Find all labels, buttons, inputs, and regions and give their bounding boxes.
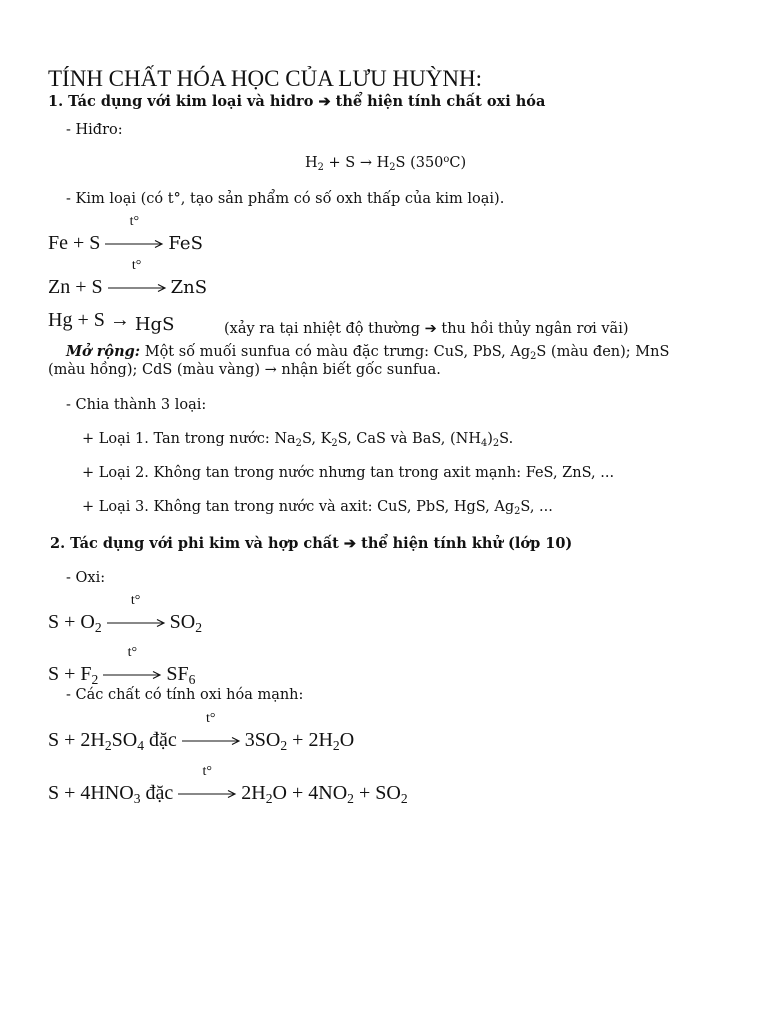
eq-sub: 2	[331, 437, 338, 449]
eq-text: 3SO	[244, 729, 281, 751]
right-arrow-icon: ➔	[318, 93, 331, 110]
long-right-arrow-icon	[108, 283, 166, 293]
reaction-arrow-icon: →	[359, 155, 372, 171]
right-arrow-icon: ➔	[424, 321, 437, 337]
loai-text: S, CaS và BaS, (NH	[337, 431, 481, 447]
equation-s-f2	[48, 645, 196, 687]
temperature-condition: t°	[127, 645, 138, 660]
eq-text: O + 4NO	[272, 782, 348, 804]
loai-text: S.	[499, 431, 514, 447]
reaction-arrow	[182, 711, 240, 752]
mo-rong-text: Một số muối sunfua có màu đặc trưng: CuS, PbS, Ag	[144, 344, 531, 360]
reaction-arrow	[105, 214, 163, 255]
section-2-heading-text: 2. Tác dụng với phi kim và hợp chất	[50, 535, 339, 552]
section-1-heading-tail: thể hiện tính chất oxi hóa	[335, 93, 546, 110]
temperature-condition: t°	[131, 258, 142, 273]
eq-sub: 2	[514, 505, 521, 517]
reaction-arrow	[108, 258, 166, 299]
page-title: TÍNH CHẤT HÓA HỌC CỦA LƯU HUỲNH:	[48, 66, 482, 91]
eq-sub: 2	[347, 790, 354, 806]
hidro-equation	[305, 155, 466, 171]
loai-text: S, K	[301, 431, 332, 447]
eq-sub: 2	[104, 737, 112, 753]
eq-sup: o	[443, 154, 450, 166]
eq-text: SO	[169, 611, 196, 633]
reaction-arrow	[107, 593, 165, 634]
eq-products: ZnS	[170, 277, 208, 298]
eq-sub: 2	[265, 790, 273, 806]
kim-loai-label: - Kim loại (có t°, tạo sản phẩm có số oxh thấp của kim loại).	[66, 191, 505, 207]
eq-text: SF	[166, 663, 189, 685]
note-text: thu hồi thủy ngân rơi vãi)	[441, 321, 629, 337]
eq-text: H	[372, 155, 390, 171]
loai-text: )	[487, 431, 493, 447]
eq-reactants: Hg + S	[48, 309, 105, 331]
equation-fe-s	[48, 214, 203, 255]
equation-s-hno3	[48, 764, 408, 806]
eq-text: S + 2H	[48, 729, 105, 751]
eq-sub: 2	[530, 350, 537, 362]
mo-rong-label: Mở rộng:	[66, 343, 141, 360]
eq-text: đặc	[140, 782, 174, 804]
eq-sub: 2	[94, 619, 102, 635]
hg-note	[224, 321, 629, 337]
eq-sub: 2	[295, 437, 302, 449]
long-right-arrow-icon	[182, 736, 240, 746]
eq-text: + 2H	[287, 729, 333, 751]
eq-text: + S	[323, 155, 360, 171]
eq-sub: 2	[91, 671, 99, 687]
loai-text: + Loại 3. Không tan trong nước và axit: CuS, PbS, HgS, Ag	[82, 499, 515, 515]
temperature-condition: t°	[202, 764, 213, 779]
equation-s-h2so4	[48, 711, 355, 753]
eq-reactants: Fe + S	[48, 232, 101, 254]
temperature-condition: t°	[129, 214, 140, 229]
equation-zn-s	[48, 258, 208, 299]
eq-sub: 6	[188, 671, 196, 687]
loai-1	[82, 431, 513, 447]
eq-text: 2H	[241, 782, 266, 804]
long-right-arrow-icon	[178, 789, 236, 799]
eq-sub: 4	[137, 737, 145, 753]
eq-text: C)	[449, 155, 467, 171]
eq-text: + SO	[353, 782, 401, 804]
reaction-arrow	[178, 764, 236, 805]
section-1-heading	[48, 93, 545, 110]
eq-sub: 3	[133, 790, 141, 806]
section-1-heading-text: 1. Tác dụng với kim loại và hidro	[48, 93, 314, 110]
right-arrow-icon: ➔	[343, 535, 357, 552]
eq-products: HgS	[134, 314, 175, 335]
reaction-arrow-icon: →	[109, 309, 130, 331]
eq-sub: 2	[400, 790, 408, 806]
mo-rong-text: S (màu đen); MnS	[536, 344, 670, 360]
eq-text: H	[305, 155, 318, 171]
oxi-hoa-label: - Các chất có tính oxi hóa mạnh:	[66, 687, 304, 703]
long-right-arrow-icon	[105, 239, 163, 249]
mo-rong-line-2: (màu hồng); CdS (màu vàng) → nhận biết gốc sunfua.	[48, 362, 441, 378]
temperature-condition: t°	[206, 711, 216, 726]
eq-sub: 2	[492, 437, 500, 449]
eq-reactants: Zn + S	[48, 276, 103, 298]
reaction-arrow	[103, 645, 161, 686]
eq-text: S + 4HNO	[48, 782, 134, 804]
eq-sub: 2	[317, 161, 324, 173]
eq-text: SO	[111, 729, 138, 751]
chia-label: - Chia thành 3 loại:	[66, 397, 207, 413]
hidro-label: - Hiđro:	[66, 122, 123, 138]
eq-text: đặc	[144, 729, 177, 751]
oxi-label: - Oxi:	[66, 570, 106, 586]
section-2-heading	[50, 535, 572, 552]
eq-sub: 2	[195, 619, 203, 635]
loai-3	[82, 499, 553, 515]
note-text: (xảy ra tại nhiệt độ thường	[224, 321, 420, 337]
loai-text: S, ...	[520, 499, 553, 515]
equation-s-o2	[48, 593, 203, 635]
eq-sub: 2	[332, 737, 340, 753]
equation-hg-s	[48, 309, 175, 335]
loai-2: + Loại 2. Không tan trong nước nhưng tan trong axit mạnh: FeS, ZnS, ...	[82, 465, 615, 481]
eq-sub: 4	[480, 437, 488, 449]
section-2-heading-tail: thể hiện tính khử (lớp 10)	[361, 535, 573, 552]
eq-sub: 2	[280, 737, 288, 753]
eq-text: S (350	[395, 155, 444, 171]
loai-text: + Loại 1. Tan trong nước: Na	[82, 431, 296, 447]
long-right-arrow-icon	[103, 670, 161, 680]
eq-text: S + O	[48, 611, 95, 633]
eq-sub: 2	[389, 161, 396, 173]
temperature-condition: t°	[130, 593, 141, 608]
eq-text: O	[339, 729, 355, 751]
mo-rong-paragraph	[66, 343, 669, 360]
eq-text: S + F	[48, 663, 92, 685]
eq-products: FeS	[168, 233, 203, 254]
long-right-arrow-icon	[107, 618, 165, 628]
